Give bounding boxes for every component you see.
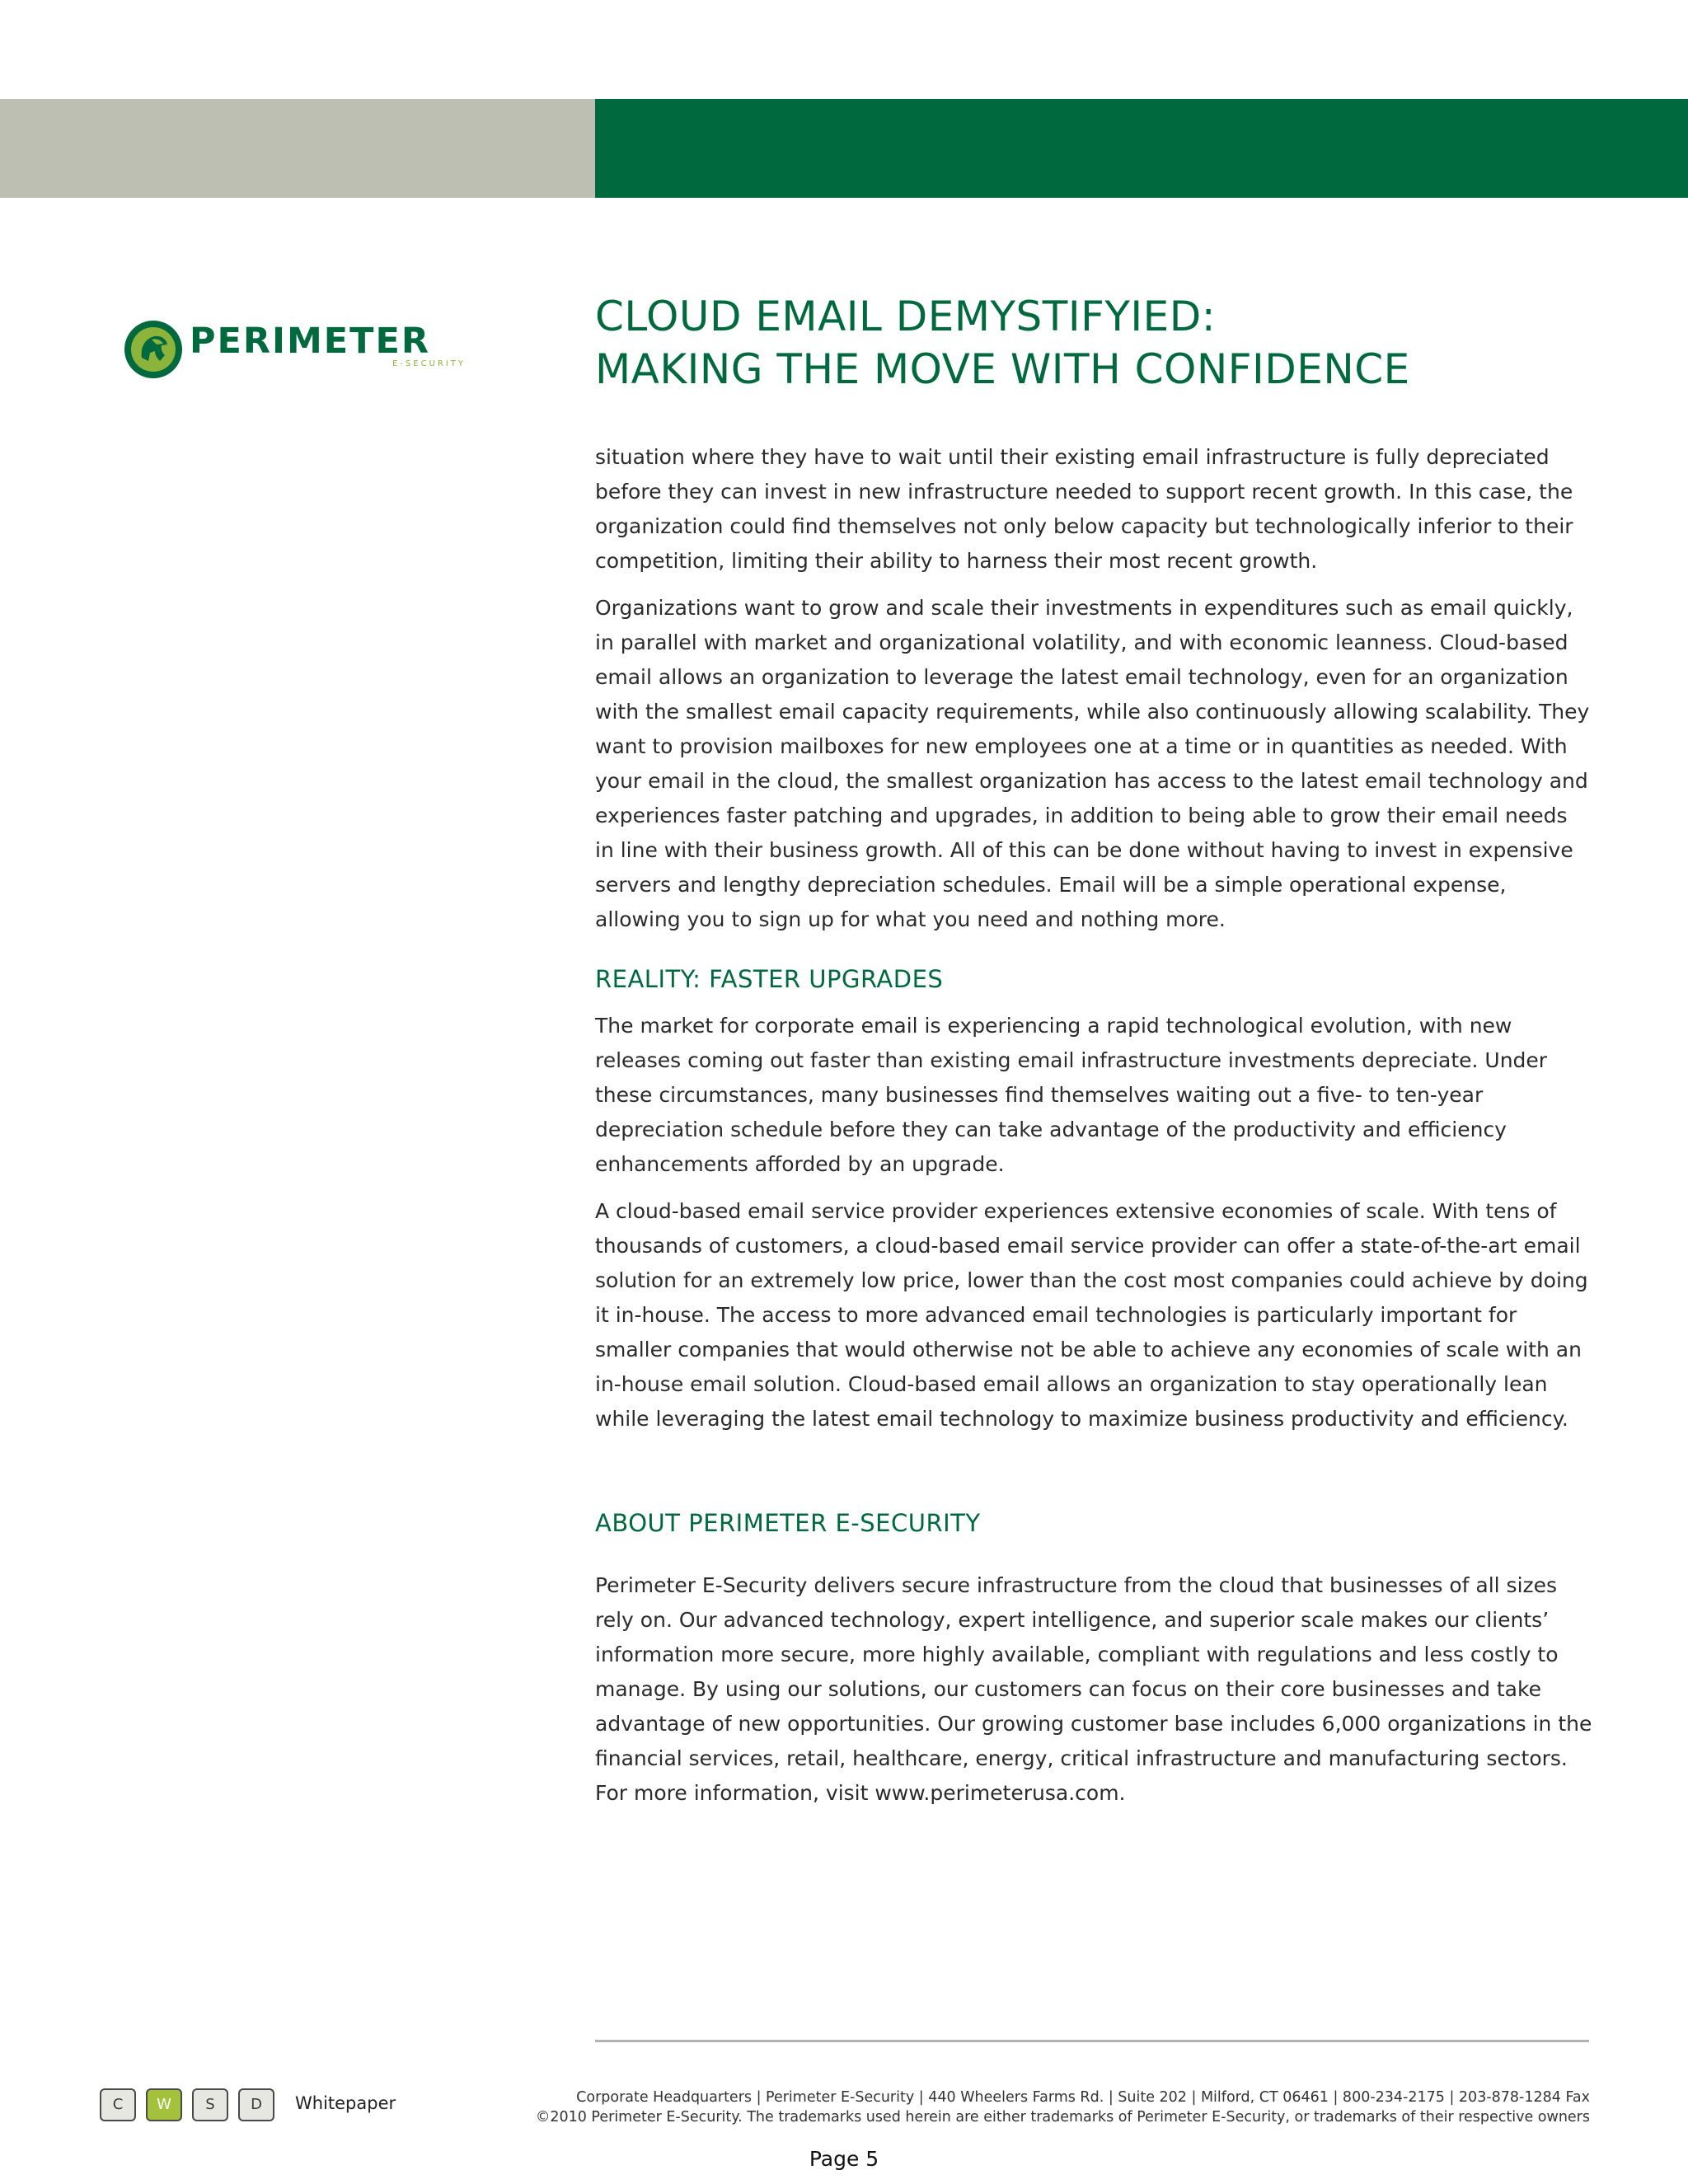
footer-contact	[462, 2088, 1590, 2127]
paragraph-scalability: Organizations want to grow and scale their investments in expenditures such as email quickly, in parallel with market and organizational volatility, and with economic leanness. Cloud-based email allows an organization to leverage the latest email technology, even for an organization with the smallest email capacity requirements, while also continuously allowing scalability. They want to provision mailboxes for new employees one at a time or in quantities as needed. With your email in the cloud, the smallest organization has access to the latest email technology and experiences faster patching and upgrades, in addition to being able to grow their email needs in line with their business growth. All of this can be done without having to invest in expensive servers and lengthy depreciation schedules. Email will be a simple operational expense, allowing you to sign up for what you need and nothing more.	[595, 596, 1590, 931]
logo-subtitle: E-SECURITY	[392, 359, 467, 368]
key-d: D	[238, 2088, 274, 2121]
section-heading-about: ABOUT PERIMETER E-SECURITY	[595, 1509, 981, 1537]
header-band-green	[595, 99, 1688, 198]
footer-copyright: ©2010 Perimeter E-Security. The trademarks used herein are either trademarks of Perimeter E-Security, or trademarks of their respective owners	[535, 2109, 1590, 2125]
key-w: W	[146, 2088, 182, 2121]
footer-address: Corporate Headquarters | Perimeter E-Security | 440 Wheelers Farms Rd. | Suite 202 | Milford, CT 06461 | 800-234-2175 | 203-878-1284 Fax	[576, 2089, 1590, 2106]
paragraph-market: The market for corporate email is experiencing a rapid technological evolution, with new releases coming out faster than existing email infrastructure investments depreciate. Under these circumstances, many businesses find themselves waiting out a five- to ten-year depreciation schedule before they can take advantage of the productivity and efficiency enhancements afforded by an upgrade.	[595, 1014, 1548, 1176]
page-number: Page 5	[809, 2147, 879, 2171]
section-heading-faster-upgrades: REALITY: FASTER UPGRADES	[595, 965, 944, 993]
paragraph-about: Perimeter E-Security delivers secure infrastructure from the cloud that businesses of all sizes rely on. Our advanced technology, expert intelligence, and superior scale makes our clients’ information more secure, more highly available, compliant with regulations and less costly to manage. By using our solutions, our customers can focus on their core businesses and take advantage of new opportunities. Our growing customer base includes 6,000 organizations in the financial services, retail, healthcare, energy, critical infrastructure and manufacturing sectors. For more information, visit www.perimeterusa.com.	[595, 1573, 1592, 1805]
logo-wordmark: PERIMETER	[190, 321, 430, 362]
page-title-line-1: CLOUD EMAIL DEMYSTIFYIED:	[595, 293, 1217, 340]
main-content	[595, 290, 1592, 1823]
key-s: S	[192, 2088, 228, 2121]
page-title	[595, 290, 1592, 396]
perimeter-logo	[124, 318, 470, 384]
page-title-line-2: MAKING THE MOVE WITH CONFIDENCE	[595, 345, 1410, 393]
footer-divider	[595, 2040, 1589, 2042]
document-type: Whitepaper	[295, 2093, 396, 2113]
paragraph-depreciation: situation where they have to wait until their existing email infrastructure is fully depreciated before they can invest in new infrastructure needed to support recent growth. In this case, the organization could find themselves not only below capacity but technologically inferior to their competition, limiting their ability to harness their most recent growth.	[595, 445, 1573, 573]
helmet-logo-icon	[124, 320, 183, 379]
header-band-grey	[0, 99, 595, 198]
paragraph-economies-of-scale: A cloud-based email service provider experiences extensive economies of scale. With tens of thousands of customers, a cloud-based email service provider can offer a state-of-the-art email solution for an extremely low price, lower than the cost most companies could achieve by doing it in-house. The access to more advanced email technologies is particularly important for smaller companies that would otherwise not be able to achieve any economies of scale with an in-house email solution. Cloud-based email allows an organization to stay operationally lean while leveraging the latest email technology to maximize business productivity and efficiency.	[595, 1199, 1588, 1431]
key-c: C	[100, 2088, 136, 2121]
